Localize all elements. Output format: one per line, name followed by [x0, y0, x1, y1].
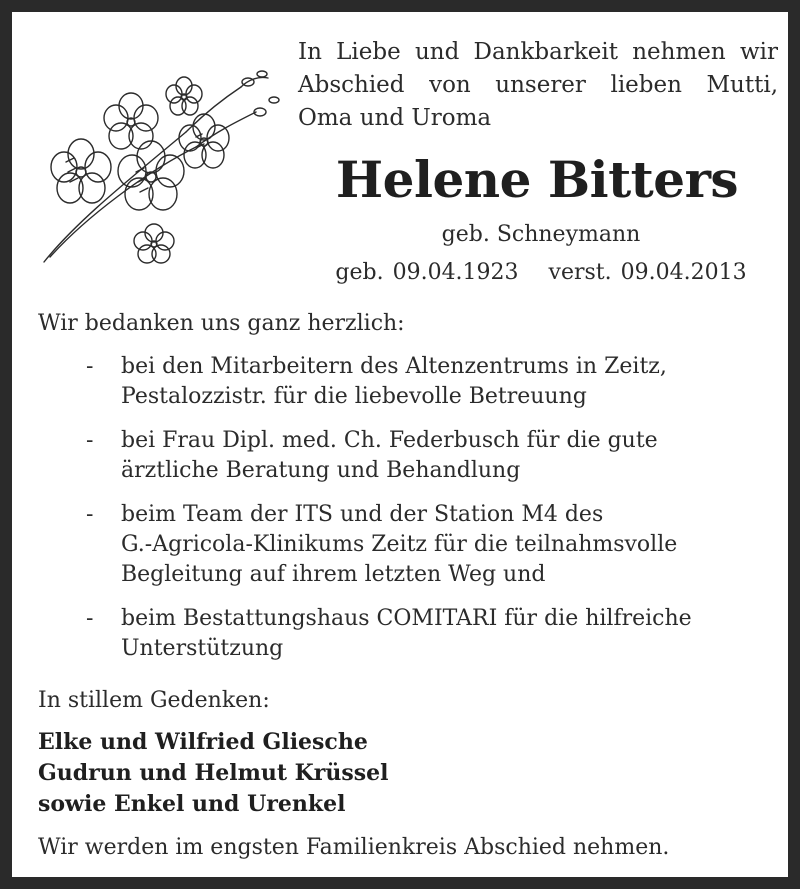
- thanks-list: [38, 352, 758, 678]
- bullet-dash: -: [86, 502, 94, 527]
- intro-text: [298, 36, 778, 135]
- death-date: verst. 09.04.2013: [548, 260, 747, 285]
- mourners-list: [38, 727, 389, 820]
- mourner-name: Gudrun und Helmut Krüssel: [38, 760, 389, 786]
- item-line: beim Bestattungshaus COMITARI für die hilfreiche: [121, 606, 692, 631]
- intro-line: Oma und Uroma: [298, 105, 492, 131]
- bullet-dash: -: [86, 428, 94, 453]
- thanks-heading: Wir bedanken uns ganz herzlich:: [38, 311, 405, 336]
- closing-note: Wir werden im engsten Familienkreis Abschied nehmen.: [38, 835, 670, 860]
- item-line: ärztliche Beratung und Behandlung: [121, 458, 521, 483]
- item-line: Pestalozzistr. für die liebevolle Betreuung: [121, 384, 587, 409]
- memory-heading: In stillem Gedenken:: [38, 688, 270, 713]
- bullet-dash: -: [86, 606, 94, 631]
- list-item: [38, 500, 758, 590]
- maiden-name: geb. Schneymann: [441, 222, 641, 247]
- forget-me-not-flower-icon: [36, 52, 291, 282]
- item-line: bei Frau Dipl. med. Ch. Federbusch für die gute: [121, 428, 658, 453]
- mourner-name: Elke und Wilfried Gliesche: [38, 729, 368, 755]
- list-item: [38, 426, 758, 486]
- item-line: G.-Agricola-Klinikums Zeitz für die teilnahmsvolle: [121, 532, 678, 557]
- birth-date: geb. 09.04.1923: [335, 260, 519, 285]
- deceased-name: Helene Bitters: [335, 150, 739, 209]
- life-dates: [312, 260, 770, 285]
- item-line: Unterstützung: [121, 636, 284, 661]
- item-line: beim Team der ITS und der Station M4 des: [121, 502, 604, 527]
- intro-line: In Liebe und Dankbarkeit nehmen wir: [298, 39, 778, 65]
- intro-line: Abschied von unserer lieben Mutti,: [298, 72, 778, 98]
- item-line: bei den Mitarbeitern des Altenzentrums in Zeitz,: [121, 354, 667, 379]
- obituary-card: [12, 12, 788, 877]
- bullet-dash: -: [86, 354, 94, 379]
- list-item: [38, 352, 758, 412]
- item-line: Begleitung auf ihrem letzten Weg und: [121, 562, 546, 587]
- mourner-name: sowie Enkel und Urenkel: [38, 791, 346, 817]
- list-item: [38, 604, 758, 664]
